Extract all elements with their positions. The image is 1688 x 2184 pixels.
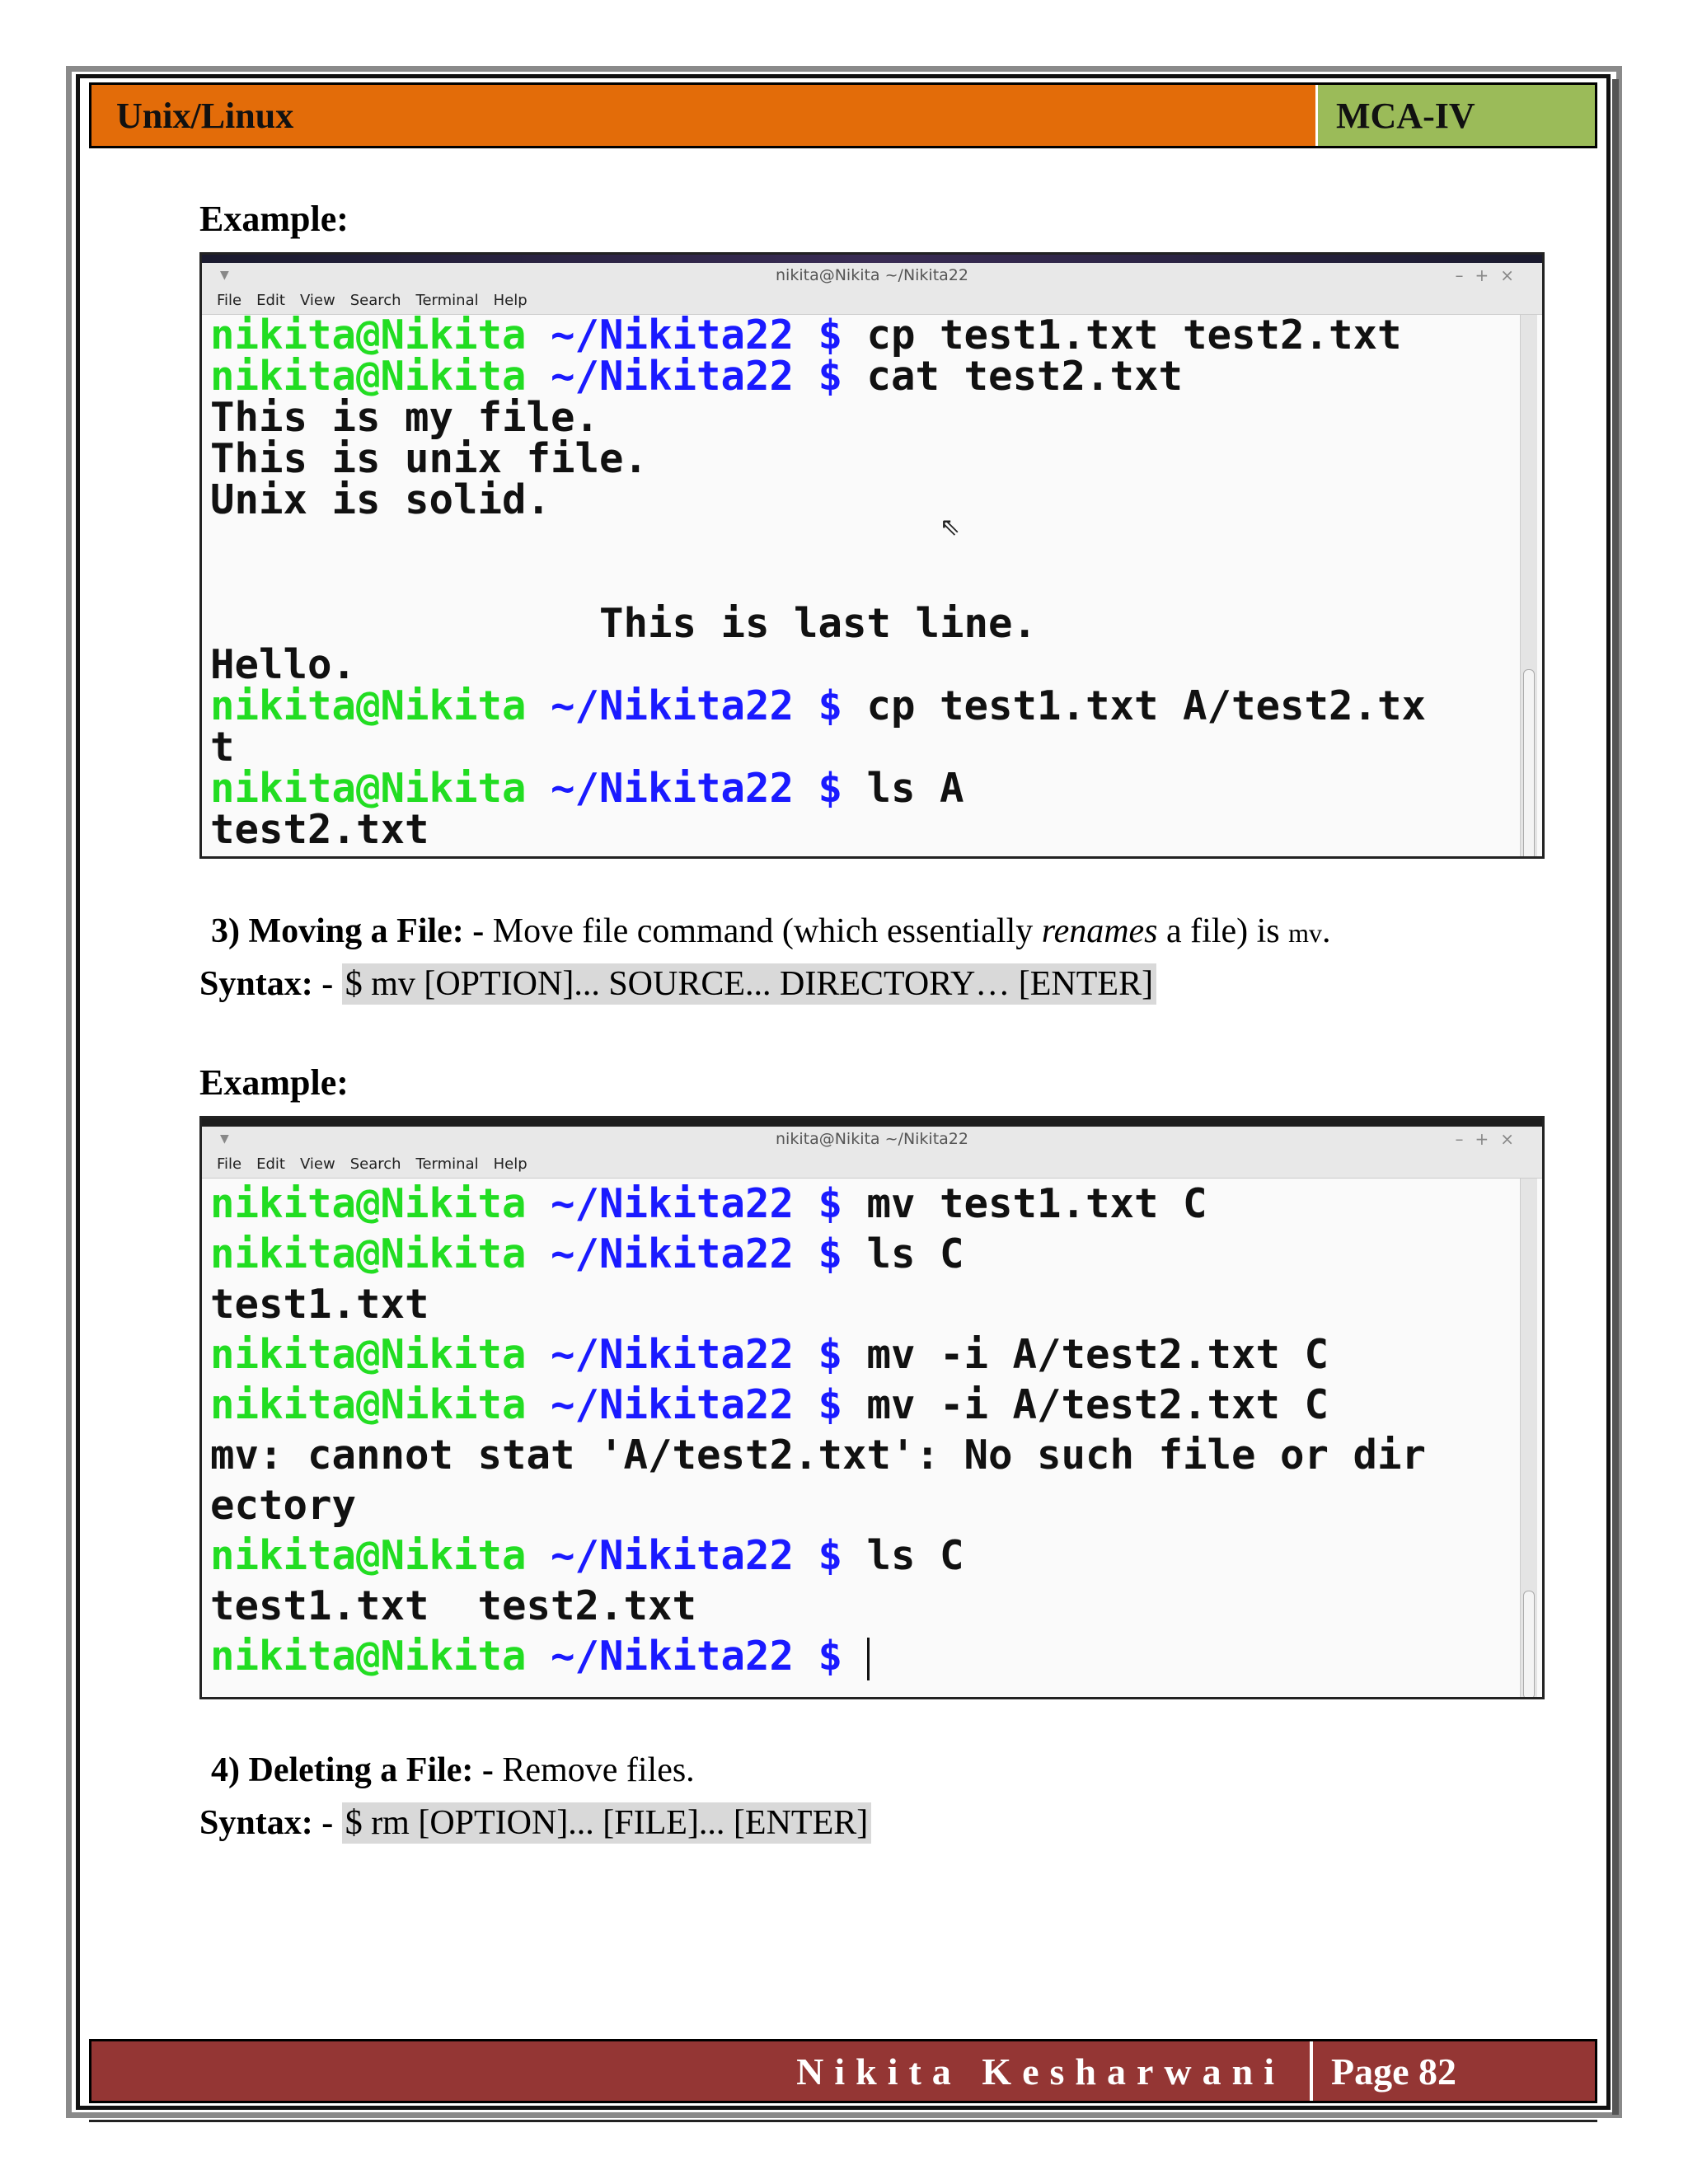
terminal-menu-help[interactable]: Help — [493, 292, 528, 309]
terminal-line: t — [210, 724, 235, 771]
section-title: Deleting a File: - — [248, 1751, 494, 1789]
command-text: ls C — [842, 1532, 964, 1579]
header-subject: Unix/Linux — [116, 95, 294, 136]
terminal-menu-view[interactable]: View — [299, 292, 335, 309]
terminal-window-2 — [199, 1116, 1545, 1699]
section-desc: Remove files. — [493, 1751, 695, 1789]
scrollbar-thumb[interactable] — [1523, 1591, 1535, 1699]
footer-rule — [89, 2120, 1597, 2122]
prompt-path: ~/Nikita22 $ — [526, 765, 843, 812]
minimize-icon[interactable]: – — [1455, 1129, 1475, 1149]
example-heading-1: Example: — [199, 199, 349, 239]
header-course: MCA-IV — [1336, 95, 1475, 136]
terminal-line: test1.txt test2.txt — [210, 1582, 697, 1629]
prompt-path: ~/Nikita22 $ — [526, 1230, 843, 1277]
section-desc-emphasis: renames — [1041, 912, 1158, 950]
terminal-line: Hello. — [210, 641, 357, 688]
command-text: cp test1.txt test2.txt — [842, 312, 1402, 359]
command-text: ls A — [842, 765, 964, 812]
command-text: ls C — [842, 1230, 964, 1277]
prompt-path: ~/Nikita22 $ — [526, 682, 843, 729]
terminal-line — [210, 1329, 1542, 1380]
terminal-line: Unix is solid. — [210, 476, 551, 523]
maximize-icon[interactable]: + — [1475, 265, 1501, 285]
window-controls — [1455, 263, 1526, 288]
window-controls — [1455, 1127, 1526, 1151]
terminal-line: test1.txt — [210, 1281, 429, 1328]
close-icon[interactable]: × — [1500, 265, 1526, 285]
terminal-line — [210, 1631, 1542, 1681]
header-subject-cell — [91, 85, 1318, 146]
terminal-output — [210, 1179, 1542, 1681]
section-desc-start: Move file command (which essentially — [484, 912, 1042, 950]
section-desc-mid: a file) is — [1157, 912, 1289, 950]
terminal-line — [210, 521, 1542, 562]
window-menu-icon[interactable]: ▼ — [220, 269, 229, 282]
terminal-menu-edit[interactable]: Edit — [256, 1155, 285, 1173]
footer-page-cell — [1313, 2041, 1595, 2101]
terminal-body[interactable] — [202, 312, 1542, 859]
section-number: 4) — [211, 1751, 240, 1789]
syntax-text: $ rm [OPTION]... [FILE]... [ENTER] — [342, 1802, 872, 1844]
prompt-user: nikita@Nikita — [210, 1532, 527, 1579]
mouse-pointer-icon: ⇖ — [940, 513, 961, 541]
section-desc-end: . — [1322, 912, 1331, 950]
prompt-user: nikita@Nikita — [210, 682, 527, 729]
command-text: cp test1.txt A/test2.tx — [842, 682, 1427, 729]
moving-file-paragraph — [211, 912, 1331, 951]
terminal-menu-view[interactable]: View — [299, 1155, 335, 1173]
terminal-menu-file[interactable]: File — [217, 292, 242, 309]
section-number: 3) — [211, 912, 240, 950]
terminal-title: nikita@Nikita ~/Nikita22 — [776, 266, 968, 284]
prompt-user: nikita@Nikita — [210, 353, 527, 400]
terminal-line — [210, 562, 1542, 603]
prompt-user: nikita@Nikita — [210, 765, 527, 812]
prompt-path: ~/Nikita22 $ — [526, 353, 843, 400]
terminal-menubar — [202, 1151, 1542, 1179]
terminal-line — [210, 353, 1542, 400]
syntax-label: Syntax: - — [199, 1804, 334, 1842]
header-course-cell — [1318, 85, 1595, 146]
page-footer — [89, 2039, 1597, 2103]
prompt-path: ~/Nikita22 $ — [526, 1381, 843, 1428]
syntax-line-mv — [199, 964, 1156, 1004]
terminal-line — [210, 682, 1542, 729]
command-text: cat test2.txt — [842, 353, 1184, 400]
terminal-line: This is my file. — [210, 394, 600, 441]
terminal-titlebar — [202, 263, 1542, 288]
prompt-user: nikita@Nikita — [210, 1230, 527, 1277]
terminal-line — [210, 312, 1542, 359]
terminal-line: ectory — [210, 1482, 357, 1529]
command-text: mv test1.txt C — [842, 1180, 1207, 1227]
terminal-menu-file[interactable]: File — [217, 1155, 242, 1173]
prompt-path: ~/Nikita22 $ — [526, 1532, 843, 1579]
terminal-body[interactable] — [202, 1179, 1542, 1699]
deleting-file-paragraph — [211, 1750, 695, 1790]
scrollbar-thumb[interactable] — [1523, 669, 1535, 859]
terminal-line: mv: cannot stat 'A/test2.txt': No such file or dir — [210, 1432, 1427, 1479]
terminal-line — [210, 1530, 1542, 1581]
page-border-shadow — [1612, 79, 1619, 2115]
prompt-path: ~/Nikita22 $ — [526, 1180, 843, 1227]
terminal-top-strip — [202, 1118, 1542, 1127]
close-icon[interactable]: × — [1500, 1129, 1526, 1149]
minimize-icon[interactable]: – — [1455, 265, 1475, 285]
window-menu-icon[interactable]: ▼ — [220, 1132, 229, 1146]
text-cursor — [867, 1638, 870, 1680]
prompt-user: nikita@Nikita — [210, 312, 527, 359]
terminal-menu-help[interactable]: Help — [493, 1155, 528, 1173]
page-number: Page 82 — [1331, 2050, 1457, 2093]
section-title: Moving a File: - — [248, 912, 485, 950]
terminal-titlebar — [202, 1127, 1542, 1151]
terminal-line — [210, 765, 1542, 812]
terminal-output — [210, 312, 1542, 853]
command-text: mv -i A/test2.txt C — [842, 1381, 1329, 1428]
terminal-scrollbar[interactable] — [1520, 315, 1537, 859]
terminal-menu-search[interactable]: Search — [349, 292, 401, 309]
terminal-line: This is unix file. — [210, 435, 649, 482]
terminal-line: This is last line. — [210, 600, 1038, 647]
syntax-text: $ mv [OPTION]... SOURCE... DIRECTORY… [ENTER] — [342, 963, 1156, 1005]
footer-author: Nikita Kesharwani — [796, 2050, 1285, 2093]
terminal-menu-edit[interactable]: Edit — [256, 292, 285, 309]
command-text: mv -i A/test2.txt C — [842, 1331, 1329, 1378]
prompt-user: nikita@Nikita — [210, 1381, 527, 1428]
terminal-title: nikita@Nikita ~/Nikita22 — [776, 1130, 968, 1148]
terminal-menu-terminal[interactable]: Terminal — [415, 1155, 479, 1173]
terminal-line — [210, 1179, 1542, 1229]
syntax-line-rm — [199, 1803, 871, 1843]
prompt-path: ~/Nikita22 $ — [526, 312, 843, 359]
command-text — [842, 1633, 867, 1680]
terminal-line: test2.txt — [210, 806, 429, 853]
footer-author-cell — [91, 2041, 1313, 2101]
terminal-top-strip — [202, 255, 1542, 263]
syntax-label: Syntax: - — [199, 965, 334, 1003]
prompt-user: nikita@Nikita — [210, 1331, 527, 1378]
terminal-line — [210, 1380, 1542, 1430]
example-heading-2: Example: — [199, 1062, 349, 1103]
prompt-path: ~/Nikita22 $ — [526, 1633, 843, 1680]
prompt-user: nikita@Nikita — [210, 1180, 527, 1227]
terminal-menu-terminal[interactable]: Terminal — [415, 292, 479, 309]
prompt-path: ~/Nikita22 $ — [526, 1331, 843, 1378]
terminal-line — [210, 1229, 1542, 1279]
terminal-menu-search[interactable]: Search — [349, 1155, 401, 1173]
page-header — [89, 82, 1597, 148]
prompt-user: nikita@Nikita — [210, 1633, 527, 1680]
terminal-window-1 — [199, 252, 1545, 859]
terminal-scrollbar[interactable] — [1520, 1179, 1537, 1699]
command-name: mv — [1288, 918, 1323, 948]
maximize-icon[interactable]: + — [1475, 1129, 1501, 1149]
